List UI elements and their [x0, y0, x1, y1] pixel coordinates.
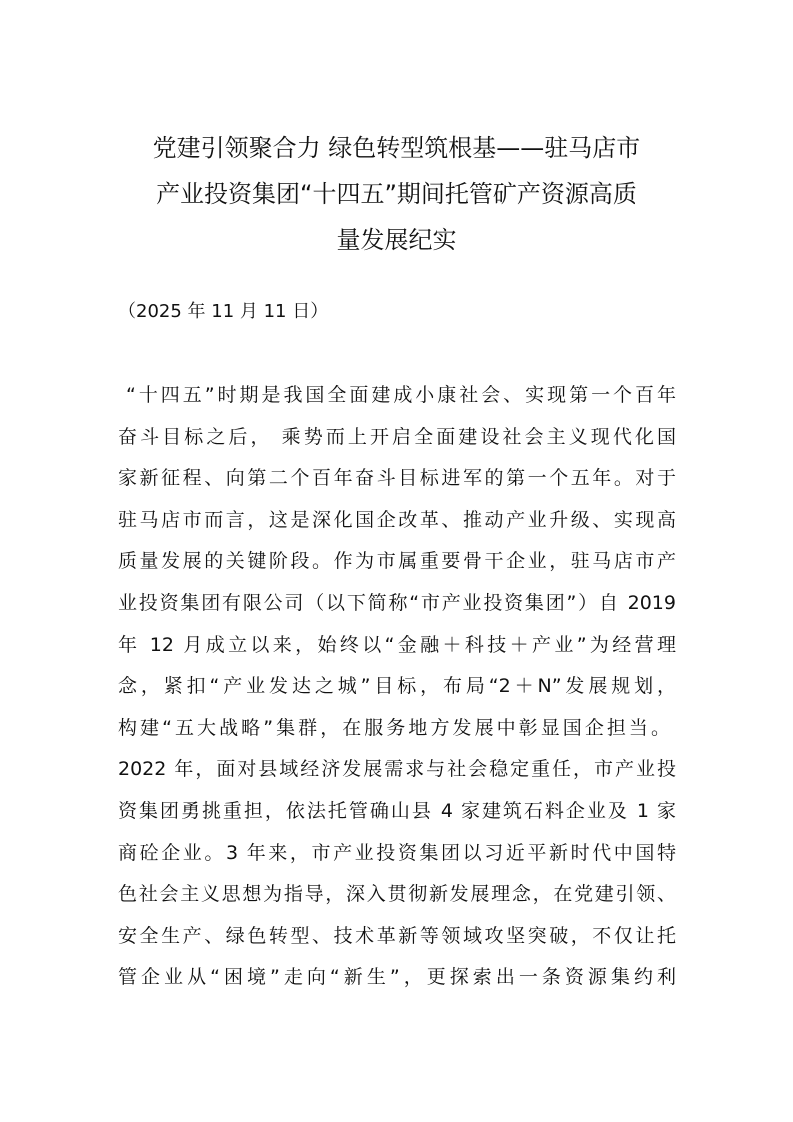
body-line: 业投资集团有限公司（以下简称“市产业投资集团”）自 2019: [118, 592, 676, 614]
body-line: “十四五”时期是我国全面建成小康社会、实现第一个百年: [126, 384, 676, 406]
title-line-3: 量发展纪实: [336, 226, 457, 254]
body-line: 色社会主义思想为指导，深入贯彻新发展理念，在党建引领、: [118, 883, 676, 906]
body-line: 构建“五大战略”集群，在服务地方发展中彰显国企担当。: [118, 716, 670, 739]
body-line: 管企业从“困境”走向“新生”，更探索出一条资源集约利: [118, 966, 676, 989]
title-line-1: 党建引领聚合力 绿色转型筑根基——驻马店市: [152, 134, 641, 162]
body-line: 奋斗目标之后， 乘势而上开启全面建设社会主义现代化国: [118, 425, 676, 448]
body-line: 资集团勇挑重担，依法托管确山县 4 家建筑石料企业及 1 家: [118, 800, 676, 822]
body-line: 质量发展的关键阶段。作为市属重要骨干企业，驻马店市产: [118, 550, 676, 573]
body-line: 安全生产、绿色转型、技术革新等领域攻坚突破，不仅让托: [118, 924, 676, 947]
body-line: 念，紧扣“产业发达之城”目标，布局“2＋N”发展规划，: [118, 675, 676, 698]
body-line: 商砼企业。3 年来，市产业投资集团以习近平新时代中国特: [118, 841, 676, 864]
body-line: 家新征程、向第二个百年奋斗目标进军的第一个五年。对于: [118, 467, 676, 490]
body-line: 2022 年，面对县域经济发展需求与社会稳定重任，市产业投: [118, 758, 676, 781]
document-date: （2025 年 11 月 11 日）: [118, 301, 329, 322]
body-line: 年 12 月成立以来，始终以“金融＋科技＋产业”为经营理: [118, 633, 676, 656]
title-line-2: 产业投资集团“十四五”期间托管矿产资源高质: [156, 180, 637, 208]
body-line: 驻马店市而言，这是深化国企改革、推动产业升级、实现高: [118, 508, 676, 531]
